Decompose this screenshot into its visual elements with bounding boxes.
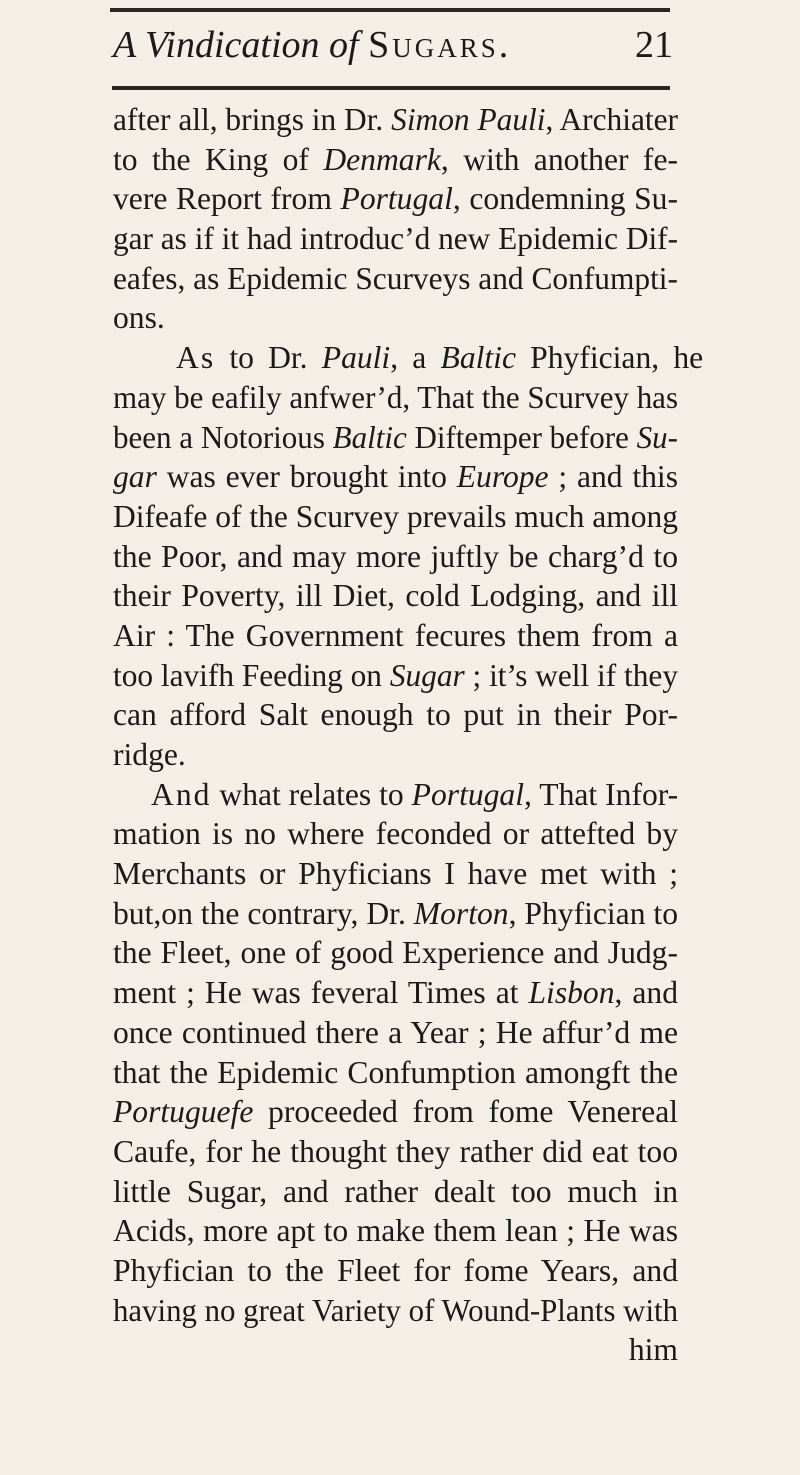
text-span: been a Notorious [113, 419, 333, 455]
text-line [113, 1330, 678, 1370]
text-line [113, 298, 678, 338]
text-line [113, 259, 678, 299]
text-span: after all, brings in Dr. [113, 102, 392, 137]
italic-text: Portugal [340, 181, 453, 217]
text-span: may be eafily anfwer’d, That the Scurvey has [113, 379, 678, 415]
text-line [113, 854, 678, 894]
text-span: mation is no where feconded or attefted by [113, 816, 678, 852]
text-span: ons. [113, 300, 165, 336]
text-span: can afford Salt enough to put in their Por- [113, 697, 678, 733]
text-line [113, 179, 678, 219]
italic-text: Denmark [323, 141, 441, 177]
text-span: was ever brought into [156, 459, 457, 495]
text-line [113, 1092, 678, 1132]
text-span: ; and this [548, 459, 678, 495]
italic-text: Portuguefe [113, 1094, 254, 1130]
text-line [113, 140, 678, 180]
italic-text: Baltic [440, 340, 516, 376]
text-line [113, 1211, 678, 1251]
text-span: , and [614, 975, 678, 1011]
text-span: Acids, more apt to make them lean ; He was [113, 1213, 678, 1249]
text-line [113, 497, 678, 537]
text-span: the Fleet, one of good Experience and Judg- [113, 935, 678, 971]
text-span: what relates to [211, 776, 412, 812]
text-span: ment ; He was feveral Times at [113, 975, 529, 1011]
italic-text: Baltic [332, 419, 407, 455]
text-line [113, 100, 678, 140]
text-span: Air : The Government fecures them from a [113, 617, 678, 653]
italic-text: gar [113, 459, 157, 495]
text-span: little Sugar, and rather dealt too much in [113, 1173, 678, 1209]
text-span: having no great Variety of Wound-Plants with [113, 1292, 678, 1328]
text-span: ; it’s well if they [464, 657, 678, 693]
text-span: that the Epidemic Confumption amongft the [113, 1054, 678, 1090]
italic-text: Su- [636, 419, 678, 455]
text-line [113, 378, 678, 418]
text-span: Phyfician to the Fleet for fome Years, and [113, 1252, 678, 1288]
text-span: but,on the contrary, Dr. [113, 895, 414, 931]
text-line [113, 418, 678, 458]
italic-text: Morton [413, 895, 509, 931]
text-span: , with another fe- [440, 141, 679, 177]
text-span: Difeafe of the Scurvey prevails much among [113, 498, 678, 534]
text-span: ridge. [113, 737, 186, 772]
text-span: too lavifh Feeding on [113, 657, 390, 693]
italic-text: Sugar [389, 657, 465, 693]
italic-text: Lisbon [528, 975, 615, 1011]
text-line [113, 1291, 678, 1331]
text-line [113, 616, 678, 656]
text-span: , Archiater [545, 102, 678, 137]
text-line [113, 1013, 678, 1053]
text-line [113, 695, 678, 735]
text-span: to Dr. [215, 340, 322, 376]
text-span: eafes, as Epidemic Scurveys and Confumpti- [113, 260, 678, 296]
text-line [113, 656, 678, 696]
text-line [113, 1251, 678, 1291]
text-span: As [113, 340, 216, 376]
text-line [113, 1053, 678, 1093]
page-number: 21 [635, 24, 673, 66]
text-span: gar as if it had introduc’d new Epidemic Dif- [113, 221, 678, 257]
text-line [113, 1132, 678, 1172]
text-line [113, 735, 678, 775]
italic-text: Pauli [321, 340, 391, 376]
text-span: Merchants or Phyficians I have met with ; [113, 856, 678, 892]
text-span: him [628, 1332, 678, 1368]
text-span: , a [390, 340, 441, 376]
text-span: Caufe, for he thought they rather did eat too [113, 1133, 678, 1169]
italic-text: Europe [456, 459, 549, 495]
text-line [113, 973, 678, 1013]
running-head-title: A Vindication [113, 24, 320, 66]
text-line [113, 933, 678, 973]
italic-text: Simon Pauli [391, 102, 546, 137]
text-line [113, 219, 678, 259]
text-span: once continued there a Year ; He affur’d me [113, 1014, 678, 1050]
text-span: , Phyfician to [508, 895, 678, 931]
header-top-rule [110, 8, 670, 12]
text-line [113, 814, 678, 854]
text-line [113, 775, 678, 815]
text-span: their Poverty, ill Diet, cold Lodging, and ill [113, 578, 678, 614]
text-span: Phyfician, he [515, 340, 704, 376]
text-line [113, 576, 678, 616]
running-head-sugars: Sugars. [368, 24, 512, 66]
running-head [113, 20, 673, 70]
text-span: proceeded from fome Venereal [253, 1094, 678, 1130]
text-line [113, 457, 678, 497]
text-span: , That Infor- [524, 776, 679, 812]
text-line [113, 894, 678, 934]
text-span: Diftemper before [406, 419, 637, 455]
italic-text: Portugal [411, 776, 525, 812]
text-line [113, 537, 678, 577]
running-head-of: of [319, 24, 369, 66]
text-span: to the King of [113, 141, 324, 177]
body-text [113, 100, 704, 1370]
text-span: And [113, 776, 212, 812]
header-rule [112, 86, 670, 90]
text-line [113, 1172, 678, 1212]
text-span: the Poor, and may more juftly be charg’d to [113, 538, 678, 574]
text-span: , condemning Su- [452, 181, 678, 217]
text-line [113, 338, 704, 378]
text-span: vere Report from [113, 181, 341, 217]
